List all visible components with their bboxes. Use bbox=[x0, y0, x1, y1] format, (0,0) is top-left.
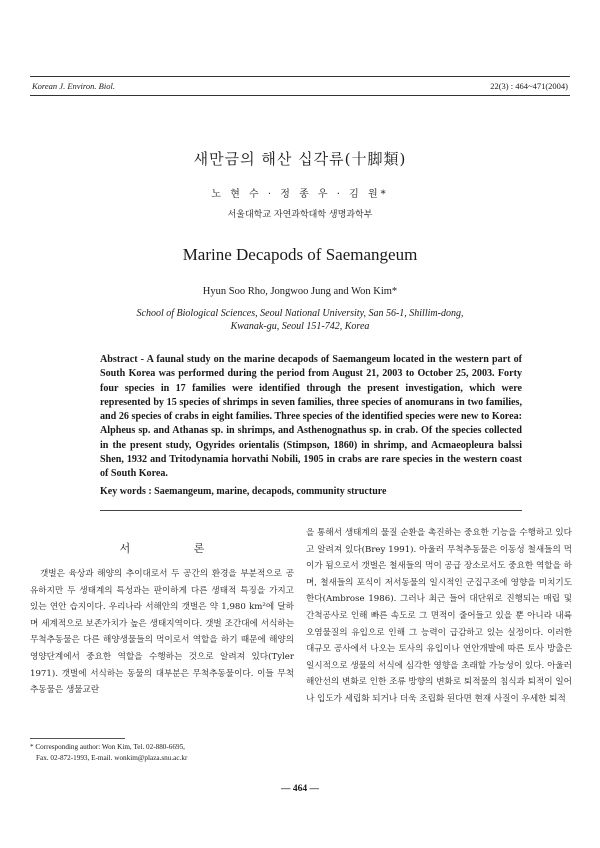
korean-authors: 노 현 수 · 정 종 우 · 김 원* bbox=[211, 189, 389, 200]
header-rule-bottom bbox=[30, 95, 570, 96]
volume-info: 22(3) : 464~471(2004) bbox=[490, 81, 568, 91]
english-authors: Hyun Soo Rho, Jongwoo Jung and Won Kim* bbox=[202, 286, 398, 297]
english-affiliation-line2: Kwanak-gu, Seoul 151-742, Korea bbox=[230, 321, 370, 332]
keywords: Key words : Saemangeum, marine, decapods, community structure bbox=[100, 486, 387, 497]
english-affiliation-line1: School of Biological Sciences, Seoul National University, San 56-1, Shillim-dong, bbox=[136, 308, 464, 319]
paragraph: 갯벌은 육상과 해양의 추이대로서 두 공간의 환경을 부분적으로 공유하지만 두 생태계의 특성과는 판이하게 다른 생태적 특징을 가지고 있는 연안 습지이다. 우리나라 서해안의 갯벌은 약 1,980 km²에 달하며 세계적으로 보존가치가 높은 생태지역이다. 갯벌 조간대에 서식하는 무척추동물은 다른 해양생물들의 먹이로서 역할을 하기 때문에 해양의 영양단계에서 중요한 역할을 수행하는 것으로 알려져 있다(Tyler 1971). 갯벌에 서식하는 동물의 대부분은 무척추동물이다. 이들 무척추동물은 생물교란 bbox=[30, 569, 294, 696]
footnote-rule bbox=[30, 738, 125, 739]
english-affiliation bbox=[0, 307, 600, 333]
journal-name: Korean J. Environ. Biol. bbox=[32, 81, 115, 91]
english-title: Marine Decapods of Saemangeum bbox=[182, 245, 418, 264]
abstract-text: Abstract - A faunal study on the marine decapods of Saemangeum located in the western part of South Korea was performed during the period from August 21, 2003 to October 25, 2003. Forty four species in 17 families were identified through the present investigation, which were represented by 15 species of shrimps in seven families, three species of anomurans in two families, and 26 species of crabs in eight families. Three species of the identified species were new to Korea: Alpheus sp. and Athanas sp. in shrimps, and Asthenognathus sp. in crab. Of the species collected in the present study, Ogyrides orientalis (Stimpson, 1860) in shrimp, and Acmaeopleura balssi Shen, 1932 and Tritodynamia horvathi Nobili, 1905 in crabs are rare species in the western coast of South Korea. bbox=[100, 354, 522, 480]
footnote bbox=[30, 742, 294, 764]
header-rule-top bbox=[30, 76, 570, 77]
section-title-introduction: 서 론 bbox=[119, 542, 235, 555]
korean-affiliation: 서울대학교 자연과학대학 생명과학부 bbox=[227, 210, 373, 220]
abstract-divider bbox=[100, 510, 522, 511]
footnote-line2: Fax. 02-872-1993, E-mail. wonkim@plaza.snu.ac.kr bbox=[36, 754, 188, 762]
body-right-column bbox=[306, 525, 572, 708]
korean-title: 새만금의 해산 십각류(十脚類) bbox=[193, 150, 407, 168]
body-left-column bbox=[30, 566, 294, 699]
footnote-line1: * Corresponding author: Won Kim, Tel. 02-880-6695, bbox=[30, 743, 185, 751]
page-number: — 464 — bbox=[281, 784, 319, 794]
paragraph: 을 통해서 생태계의 물질 순환을 촉진하는 중요한 기능을 수행하고 있다고 알려져 있다(Brey 1991). 아울러 무척추동물은 이동성 철새들의 먹이가 됨으로서 갯벌은 철새들의 먹이 공급 장소로서도 중요한 역할을 하며, 철새들의 포식이 저서동물의 일시적인 군집구조에 영향을 미치기도 한다(Ambrose 1986). 그러나 최근 들어 대단위로 진행되는 매립 및 간척공사로 인해 빠른 속도로 그 면적이 줄어들고 있을 뿐 아니라 내륙 오염물질의 유입으로 인해 그 능력이 급감하고 있는 실정이다. 이러한 대규모 공사에서 나오는 토사의 유입이나 연안개발에 따른 토사 방출은 일시적으로 생물의 서식에 심각한 영향을 초래할 가능성이 있다. 아울러 해안선의 변화로 인한 조류 방향의 변화로 퇴적물의 침식과 퇴적이 일어나 입도가 세립화 되거나 더욱 조립화 된다면 현재 사질이 우세한 퇴적 bbox=[306, 528, 572, 704]
